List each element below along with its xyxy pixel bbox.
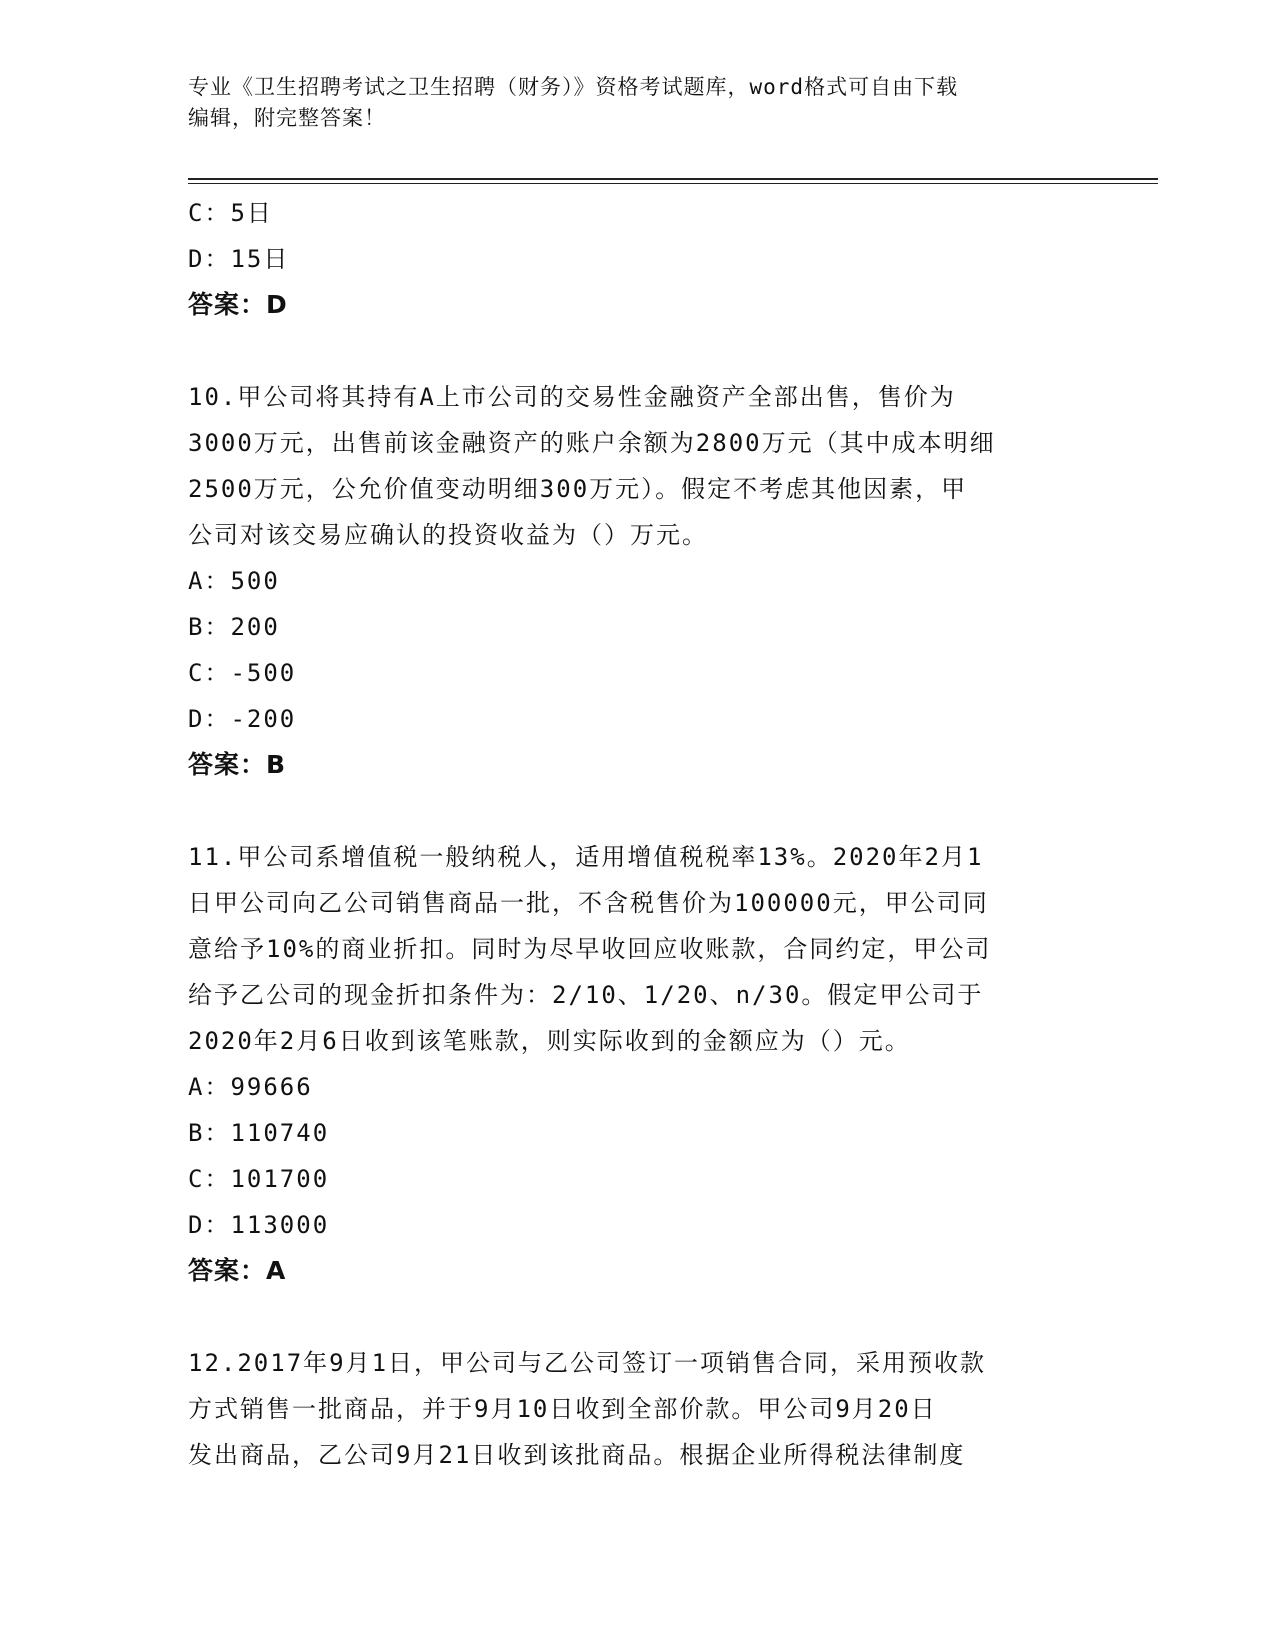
option-d: D：-200 bbox=[188, 705, 297, 733]
option-c: C：5日 bbox=[188, 199, 273, 227]
question-stem-line: 3000万元，出售前该金融资产的账户余额为2800万元（其中成本明细 bbox=[188, 429, 996, 457]
question-stem-line: 意给予10%的商业折扣。同时为尽早收回应收账款，合同约定，甲公司 bbox=[188, 935, 992, 963]
header-line-2: 编辑，附完整答案！ bbox=[188, 106, 386, 130]
question-stem-line: 日甲公司向乙公司销售商品一批，不含税售价为100000元，甲公司同 bbox=[188, 889, 989, 917]
option-b: B：110740 bbox=[188, 1119, 330, 1147]
question-11 bbox=[188, 834, 1088, 1294]
question-12 bbox=[188, 1340, 1088, 1478]
option-d: D：15日 bbox=[188, 245, 290, 273]
spacer bbox=[188, 1294, 1088, 1340]
header-line-1: 专业《卫生招聘考试之卫生招聘（财务）》资格考试题库，word格式可自由下载 bbox=[188, 75, 959, 99]
question-9-tail bbox=[188, 190, 1088, 328]
answer-label: 答案：D bbox=[188, 290, 288, 319]
header-divider-thin bbox=[188, 183, 1158, 184]
question-stem-line: 10.甲公司将其持有A上市公司的交易性金融资产全部出售，售价为 bbox=[188, 383, 956, 411]
option-a: A：500 bbox=[188, 567, 280, 595]
spacer bbox=[188, 788, 1088, 834]
option-c: C：101700 bbox=[188, 1165, 330, 1193]
answer-label: 答案：B bbox=[188, 750, 287, 779]
question-10 bbox=[188, 374, 1088, 788]
question-stem-line: 11.甲公司系增值税一般纳税人，适用增值税税率13%。2020年2月1 bbox=[188, 843, 984, 871]
question-stem-line: 发出商品，乙公司9月21日收到该批商品。根据企业所得税法律制度 bbox=[188, 1441, 966, 1469]
question-stem-line: 12.2017年9月1日，甲公司与乙公司签订一项销售合同，采用预收款 bbox=[188, 1349, 987, 1377]
option-c: C：-500 bbox=[188, 659, 297, 687]
header-divider-thick bbox=[188, 178, 1158, 180]
question-stem-line: 方式销售一批商品，并于9月10日收到全部价款。甲公司9月20日 bbox=[188, 1395, 937, 1423]
question-content bbox=[188, 190, 1088, 1478]
question-stem-line: 公司对该交易应确认的投资收益为（）万元。 bbox=[188, 521, 708, 549]
option-d: D：113000 bbox=[188, 1211, 330, 1239]
option-b: B：200 bbox=[188, 613, 280, 641]
question-stem-line: 2500万元，公允价值变动明细300万元）。假定不考虑其他因素，甲 bbox=[188, 475, 968, 503]
question-stem-line: 2020年2月6日收到该笔账款，则实际收到的金额应为（）元。 bbox=[188, 1027, 911, 1055]
answer-label: 答案：A bbox=[188, 1256, 287, 1285]
question-stem-line: 给予乙公司的现金折扣条件为：2/10、1/20、n/30。假定甲公司于 bbox=[188, 981, 984, 1009]
spacer bbox=[188, 328, 1088, 374]
option-a: A：99666 bbox=[188, 1073, 313, 1101]
document-header bbox=[188, 72, 1088, 134]
